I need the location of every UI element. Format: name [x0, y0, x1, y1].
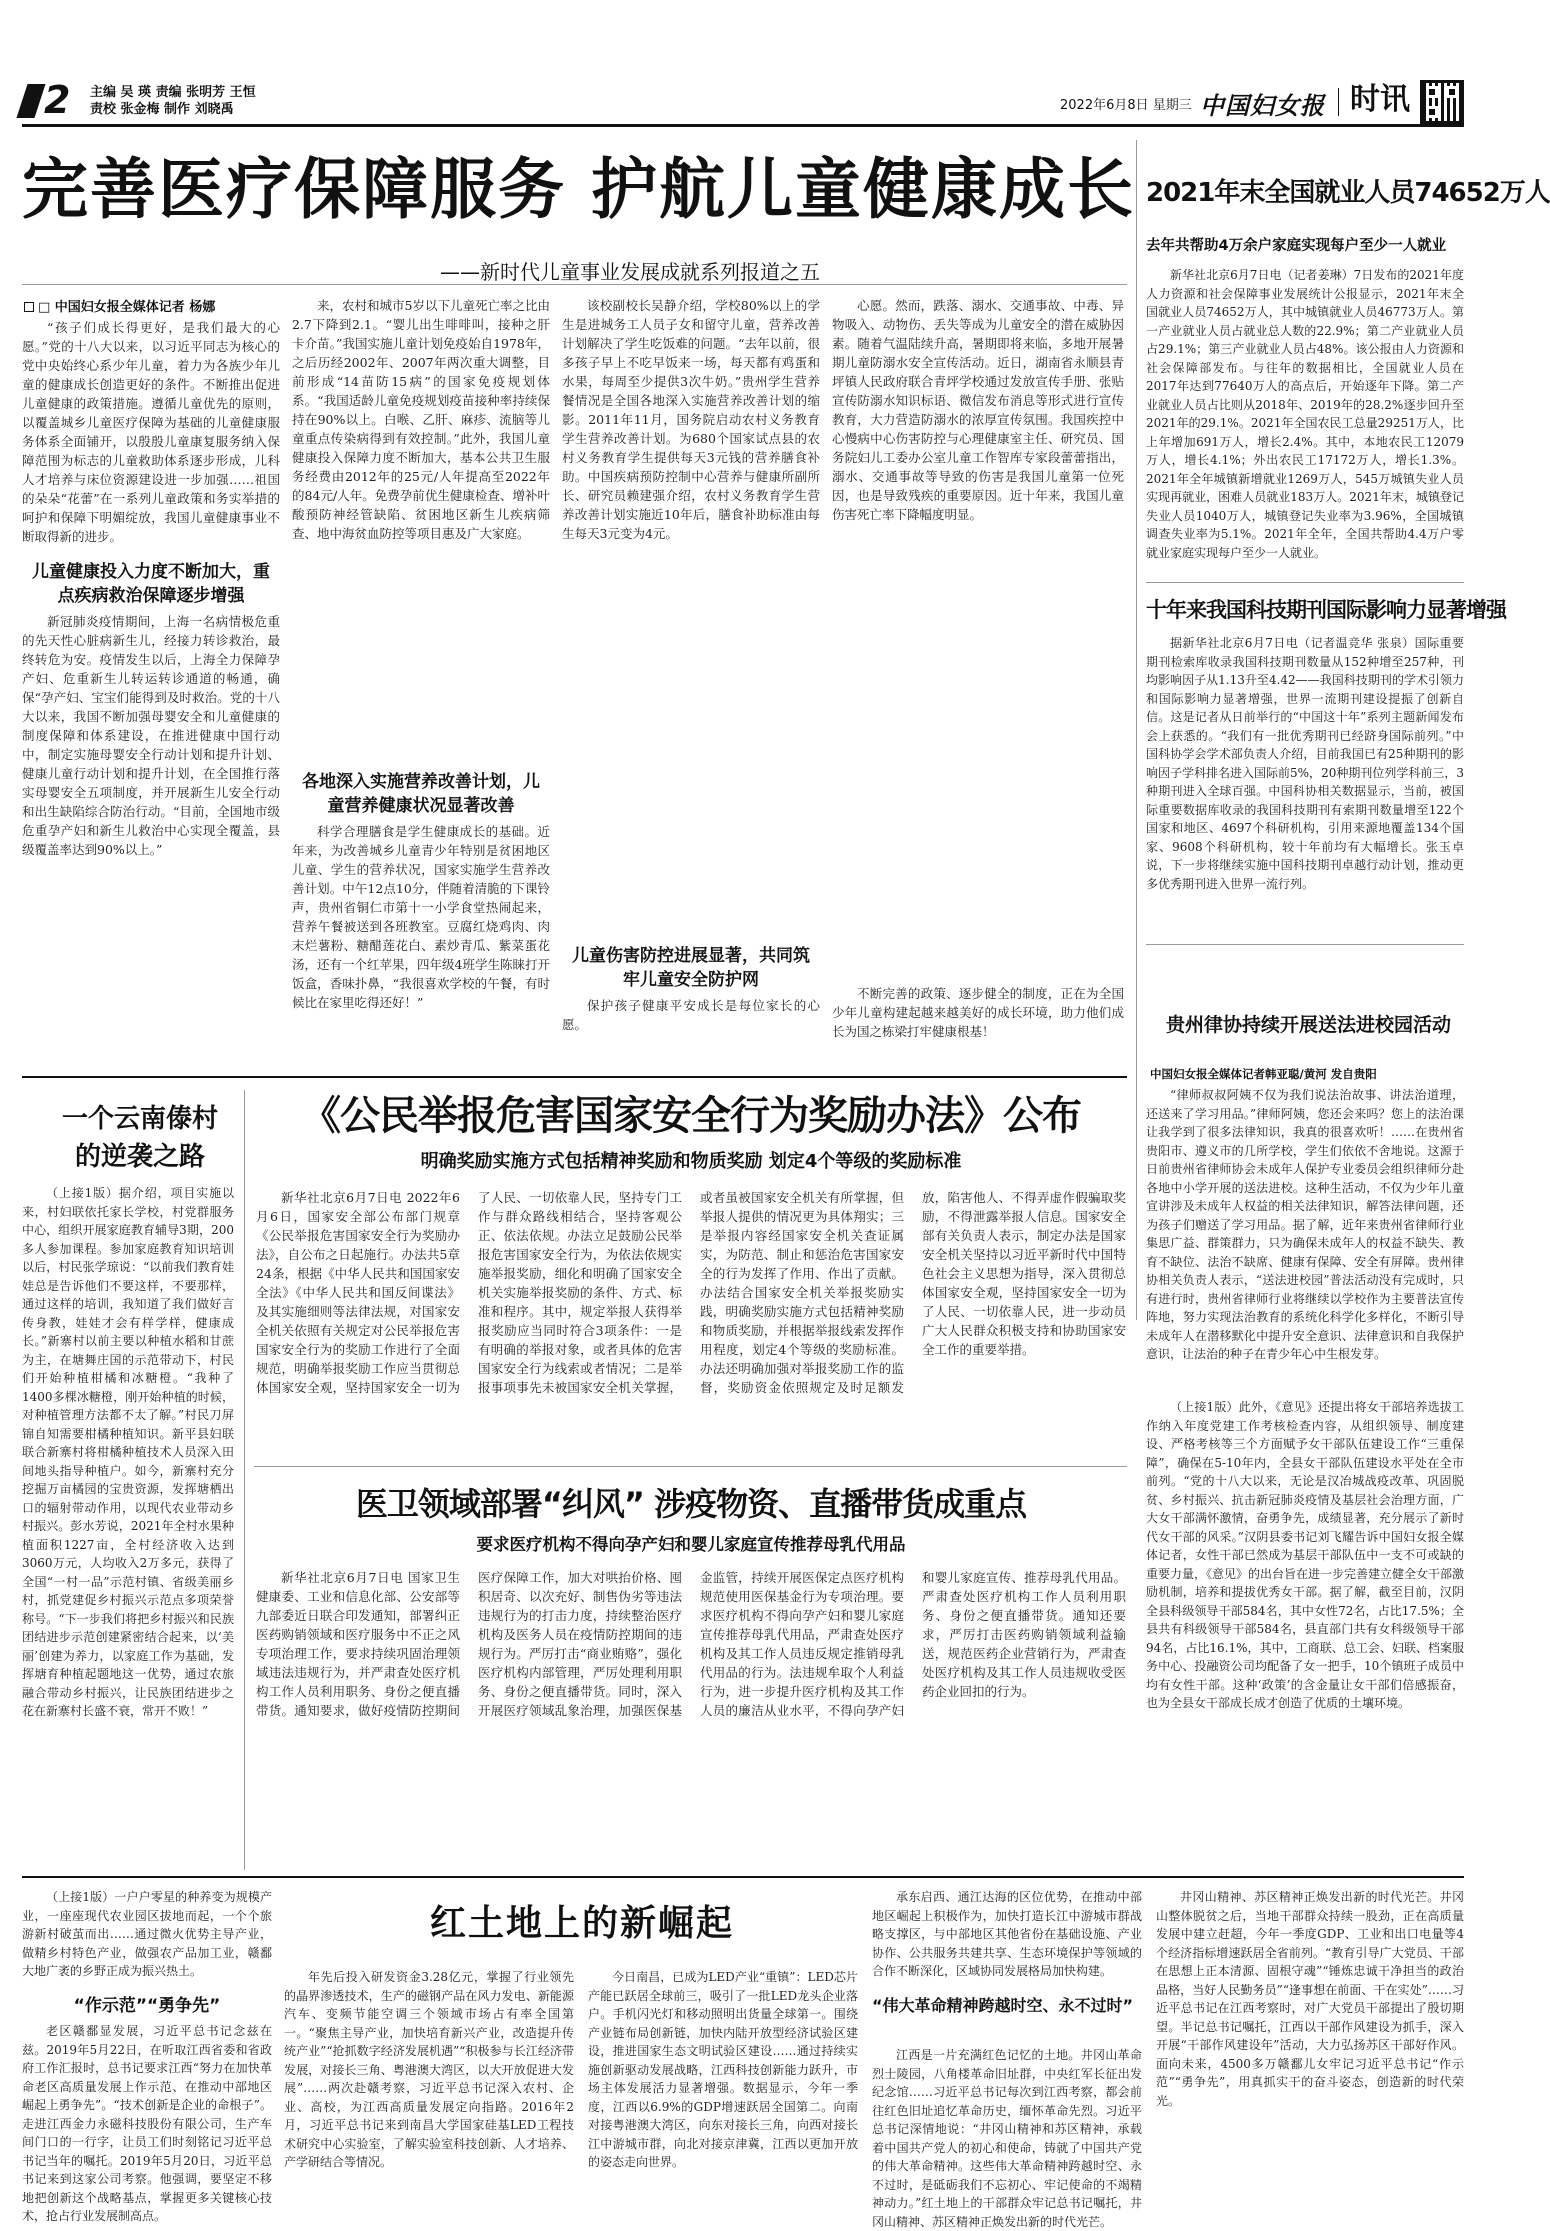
hongtu-col4-heading: “伟大革命精神跨越时空、永不过时” — [872, 1996, 1134, 2015]
yunnan-title-line-1: 一个云南傣村 — [61, 1104, 218, 1134]
guizhou-title: 贵州律协持续开展送法进校园活动 — [1166, 1014, 1452, 1036]
lead-col3b: 保护孩子健康平安成长是每位家长的心愿。 — [562, 998, 820, 1032]
byline-square-icon — [24, 302, 34, 312]
lead-col1: “孩子们成长得更好，是我们最大的心愿。”党的十八大以来，以习近平同志为核心的党中央始终心系少年儿童，着力为各族少年儿童的健康成长创造更好的条件。不断推出促进儿童健康的政策措施。遵循儿童优先的原则，以覆盖城乡儿童医疗保障为基础的儿童健康服务体系全面铺开，以殷殷儿童康复服务纳入保障范围为标志的儿童救助体系逐步形成，儿科人才培养与床位资源建设进一步加强……祖国的朵朵“花蕾”在一系列儿童政策和务实举措的呵护和保障下明媚绽放，我国儿童健康事业不断取得新的进步。 — [22, 320, 280, 544]
lead-byline — [24, 296, 215, 315]
hongtu-col4b: 江西是一片充满红色记忆的土地。井冈山革命烈士陵园，八角楼革命旧址群，中央红军长征出发纪念馆……习近平总书记每次到江西考察，都会前往红色旧址追忆革命历史，缅怀革命先烈。习近平总书记深情地说：“井冈山精神和苏区精神，承载着中国共产党人的初心和使命，铸就了中国共产党的伟大革命精神。这些伟大革命精神跨越时空、永不过时，是砥砺我们不忘初心、牢记使命的不竭精神动力。”红土地上的干部群众牢记总书记嘱托，井冈山精神、苏区精神正焕发出新的时代光芒。 — [872, 2048, 1142, 2229]
lead-col1b: 新冠肺炎疫情期间，上海一名病情极危重的先天性心脏病新生儿，经接力转诊救治，最终转危为安。疫情发生以后，上海全力保障孕产妇、危重新生儿转运转诊通道的畅通，确保“孕产妇、宝宝们能得到及时救治。党的十八大以来，我国不断加强母婴安全和儿童健康的制度保障和体系建设，在推进健康中国行动中，制定实施母婴安全行动计划和提升计划、健康儿童行动计划和提升计划，在全国推行落实母婴安全五项制度，并开展新生儿安全行动和出生缺陷综合防治行动。“目前，全国地市级危重孕产妇和新生儿救治中心实现全覆盖，县级覆盖率达到90%以上。” — [22, 614, 280, 857]
hongtu-title: 红土地上的新崛起 — [429, 1903, 734, 1944]
paper-name: 中国妇女报 — [1200, 91, 1325, 120]
lead-col3: 该校副校长吴静介绍，学校80%以上的学生是进城务工人员子女和留守儿童，营养改善计划解决了学生吃饭难的问题。“去年以前，很多孩子早上不吃早饭来一场，每天都有鸡蛋和水果，每周至少提供3次牛奶。”贵州学生营养餐情况是全国各地深入实施营养改善计划的缩影。2011年11月，国务院启动农村义务教育学生营养改善计划。为680个国家试点县的农村义务教育学生提供每天3元钱的营养膳食补助。中国疾病预防控制中心营养与健康所副所长、研究员赖建强介绍，农村义务教育学生营养改善计划实施近10年后，膳食补助标准由每生每天3元变为4元。 — [562, 298, 820, 541]
yunnan-body: （上接1版）据介绍，项目实施以来，村妇联依托家长学校，村党群服务中心，组织开展家庭教育辅导3期，200多人参加课程。参加家庭教育知识培训以后，村民张学琼说：“以前我们教育娃娃总是告诉他们不要这样，不要那样，通过这样的培训，我知道了我们做好言传身教，娃娃才会有样学样，健康成长。”新寨村以前主要以种植水稻和甘蔗为主，在塘舞庄国的示范带动下，村民们开始种植柑橘和冰糖橙。“我种了1400多棵冰糖橙，刚开始种植的时候，对种植管理方法都不太了解。”村民刀屏锦自知需要柑橘种植知识。新平县妇联联合新寨村将柑橘种植技术人员深入田间地头指导种植户。如今，新寨村充分挖掘万亩橘园的宝贵资源，发挥塘栖出口的辐射带动作用，以现代农业带动乡村振兴。彭水芳说，2021年全村水果种植面积1227亩，全村经济收入达到3060万元，人均收入2万多元，获得了全国“一村一品”示范村镇、省级美丽乡村，抓党建促乡村振兴示范点多项荣誉称号。“下一步我们将把乡村振兴和民族团结进步示范创建紧密结合起来，以‘美丽’创建为养力，以家庭工作为基础，发挥塘育种植起题地这一优势，通过农旅融合带动乡村振兴，让民族团结进步之花在新寨村长盛不衰，常开不败！” — [22, 1186, 234, 1718]
hongtu-col2: 年先后投入研发资金3.28亿元，掌握了行业领先的晶界渗透技术，生产的磁钢产品在风力发电、新能源汽车、变频节能空调三个领域市场占有率全国第一。“聚焦主导产业，加快培育新兴产业，改造提升传统产业”“抢抓数字经济发展机遇”“积极参与长江经济带发展，对接长三角、粤港澳大湾区，以大开放促进大发展”……两次赴赣考察，习近平总书记深入农村、企业、高校，为江西高质量发展定向指路。2016年2月，习近平总书记来到南昌大学国家硅基LED工程技术研究中心实验室，了解实验室科技创新、人才培养、产学研结合等情况。 — [284, 1970, 574, 2169]
lead-byline-text: □ 中国妇女报全媒体记者 杨娜 — [38, 300, 216, 315]
hongtu-col1b: 老区赣鄱显发展，习近平总书记念兹在兹。2019年5月22日，在听取江西省委和省政府工作汇报时，总书记要求江西“努力在加快革命老区高质量发展上作示范、在推动中部地区崛起上勇争先”。“技术创新是企业的命根子”。走进江西金力永磁科技股份有限公司，生产车间门口的一行字，让员工们时刻铭记习近平总书记当年的嘱托。2019年5月20日，习近平总书记来到这家公司考察。他强调，要坚定不移地把创新这个战略基点，掌握更多关键核心技术，抢占行业发展制高点。 — [22, 2024, 272, 2223]
issue-date: 2022年6月8日 星期三 — [1060, 98, 1192, 113]
medical-subtitle: 要求医疗机构不得向孕产妇和婴儿家庭宣传推荐母乳代用品 — [476, 1535, 906, 1554]
medical-title: 医卫领域部署“纠风” 涉疫物资、直播带货成重点 — [355, 1485, 1027, 1523]
guizhou-body-2: （上接1版）此外，《意见》还提出将女干部培养选拔工作纳入年度党建工作考核检查内容，从组织领导、制度建设、严格考核等三个方面赋予女干部队伍建设工作“三重保障”，确保在5-10年内，全县女干部队伍建设水平处在全市前列。“党的十八大以来，无论是汉冶城战疫改革、巩固脱贫、乡村振兴、抗击新冠肺炎疫情及基层社会治理方面，广大女干部满怀激情，奋勇争先，成绩显著，充分展示了新时代女干部的风采。”汉阴县委书记刘飞耀告诉中国妇女报全媒体记者，女性干部已然成为基层干部队伍中一支不可或缺的重要力量，《意见》的出台旨在进一步完善建立健全女干部激励机制，培养和提拔优秀女干部。据了解，截至目前，汉阴全县科级领导干部584名，其中女性72名，占比17.5%；全县共有科级领导干部584名，县直部门共有女科级领导干部94名，占比16.1%，其中，工商联、总工会、妇联、档案服务中心、投融资公司均配备了女一把手，10个镇班子成员中均有女性干部。这种‘政策’的含金量让女干部们倍感振奋，也为全县女干部成长成才创造了优质的土壤环境。 — [1146, 1400, 1465, 1710]
employment-title: 2021年末全国就业人员74652万人 — [1146, 178, 1550, 208]
page-number: 2 — [44, 78, 71, 122]
lead-col4: 心愿。然而，跌落、溺水、交通事故、中毒、异物吸入、动物伤、丢失等成为儿童安全的潜在威胁因素。随着气温陆续升高，暑期即将来临，多地开展暑期儿童防溺水安全宣传活动。近日，湖南省永顺县青坪镇人民政府联合青坪学校通过发放宣传手册、张贴宣传防溺水知识标语、微信发布消息等形式进行宣传教育，大力营造防溺水的浓厚宣传氛围。我国疾控中心慢病中心伤害防控与心理健康室主任、研究员、国务院妇儿工委办公室儿童工作智库专家段蕾蕾指出，溺水、交通事故等导致的伤害是我国儿童第一位死因，也是导致残疾的重要原因。近十年来，我国儿童伤害死亡率下降幅度明显。 — [832, 298, 1124, 522]
reward-title: 《公民举报危害国家安全行为奖励办法》公布 — [301, 1093, 1081, 1139]
editors-line-1: 主编 吴 瑛 责编 张明芳 王恒 — [90, 85, 256, 100]
reward-body: 新华社北京6月7日电 2022年6月6日，国家安全部公布部门规章《公民举报危害国家安全行为奖励办法》，自公布之日起施行。办法共5章24条，根据《中华人民共和国国家安全法》《中华人民共和国反间谍法》及其实施细则等法律法规，对国家安全机关依照有关规定对公民举报危害国家安全行为的奖励工作进行了全面规范，明确举报奖励工作应当贯彻总体国家安全观，坚持国家安全一切为了人民、一切依靠人民，坚持专门工作与群众路线相结合，坚持客观公正、依法依规。办法立足鼓励公民举报危害国家安全行为，为依法依规实施举报奖励，细化和明确了国家安全机关实施举报奖励的条件、方式、标准和程序。其中，规定举报人获得举报奖励应当同时符合3项条件：一是有明确的举报对象，或者具体的危害国家安全行为线索或者情况；二是举报事项事先未被国家安全机关掌握，或者虽被国家安全机关有所掌握，但举报人提供的情况更为具体翔实；三是举报内容经国家安全机关查证属实，为防范、制止和惩治危害国家安全的行为发挥了作用、作出了贡献。办法结合国家安全机关举报奖励实践，明确奖励实施方式包括精神奖励和物质奖励，并根据举报线索发挥作用程度，划定4个等级的奖励标准。办法还明确加强对举报奖励工作的监督，奖励资金依照规定及时足额发放，陷害他人、不得弄虚作假骗取奖励，不得泄露举报人信息。国家安全部有关负责人表示，制定办法是国家安全机关坚持以习近平新时代中国特色社会主义思想为指导，深入贯彻总体国家安全观，坚持国家安全一切为了人民、一切依靠人民，进一步动员广大人民群众积极支持和协助国家安全工作的重要举措。 — [256, 1190, 1126, 1395]
medical-body: 新华社北京6月7日电 国家卫生健康委、工业和信息化部、公安部等九部委近日联合印发通知，部署纠正医药购销领域和医疗服务中不正之风专项治理工作，要求持续巩固治理领域违法违规行为，并严肃查处医疗机构工作人员利用职务、身份之便直播带货。通知要求，做好疫情防控期间医疗保障工作，加大对哄抬价格、囤积居奇、以次充好、制售伪劣等违法违规行为的打击力度，持续整治医疗机构及医务人员在疫情防控期间的违规行为。严厉打击“商业贿赂”，强化医疗机构内部管理，严厉处理利用职务、身份之便直播带货。同时，深入开展医疗领域乱象治理，加强医保基金监管，持续开展医保定点医疗机构规范使用医保基金行为专项治理。要求医疗机构不得向孕产妇和婴儿家庭宣传推荐母乳代用品，严肃查处医疗机构及其工作人员违反规定推销母乳代用品的行为。法违规牟取个人利益行为，进一步提升医疗机构及其工作人员的廉洁从业水平，不得向孕产妇和婴儿家庭宣传、推荐母乳代用品。严肃查处医疗机构工作人员利用职务、身份之便直播带货。通知还要求，严厉打击医药购销领域利益输送，规范医药企业营销行为，严肃查处医疗机构及其工作人员违规收受医药企业回扣的行为。 — [256, 1570, 1126, 1718]
editors-line-2: 责校 张金梅 制作 刘晓禹 — [90, 102, 234, 117]
employment-body: 新华社北京6月7日电（记者姜琳）7日发布的2021年度人力资源和社会保障事业发展统计公报显示，2021年末全国就业人员74652万人，其中城镇就业人员46773万人。第一产业就业人员占就业总人数的22.9%；第二产业就业人员占29.1%；第三产业就业人员占48%。该公报由人力资源和社会保障部发布。与往年的数据相比，全国就业人员在2017年达到77640万人的高点后，开始逐年下降。第二产业就业人员占比则从2018年、2019年的28.2%逐步回升至2021年的29.1%。2021年全国农民工总量29251万人，比上年增加691万人，增长2.4%。其中，本地农民工12079万人，增长4.1%；外出农民工17172万人，增长1.3%。2021年全年城镇新增就业1269万人，545万城镇失业人员实现再就业，困难人员就业183万人。2021年末，城镇登记失业人员1040万人，城镇登记失业率为3.96%，全国城镇调查失业率为5.1%。2021年全年，全国共帮助4.4万户零就业家庭实现每户至少一人就业。 — [1146, 268, 1464, 560]
lead-col2-heading: 各地深入实施营养改善计划，儿童营养健康状况显著改善 — [302, 772, 540, 816]
guizhou-byline: 中国妇女报全媒体记者韩亚聪/黄河 发自贵阳 — [1150, 1067, 1377, 1081]
guizhou-body: “律师叔叔阿姨不仅为我们说法治故事、讲法治道理，还送来了学习用品。”律师阿姨，您还会来吗？您上的法治课让我学到了很多法律知识，我真的很喜欢听！……在贵州省贵阳市、遵义市的几所学校，学生们依依不舍地说。这源于日前贵州省律师协会未成年人保护专业委员会组织律师分赴各地中小学开展的送法进校。这种生活动，不仅为少年儿童宣讲涉及未成年人权益的相关法律知识，解答法律问题，还为孩子们赠送了学习用品。据了解，近年来贵州省律师行业集思广益、群策群力，只为确保未成年人的权益不缺失、教育不缺位、法治不缺席、健康有保障、安全有屏障。贵州律协相关负责人表示，“送法进校园”普法活动没有完成时，只有进行时，贵州省律师行业将继续以学校作为主要普法宣传阵地，努力实现法治教育的系统化科学化多样化，不断引导未成年人在潜移默化中提升安全意识、法律意识和自我保护意识，让法治的种子在青少年心中生根发芽。 — [1146, 1088, 1464, 1361]
journals-body: 据新华社北京6月7日电（记者温竞华 张泉）国际重要期刊检索库收录我国科技期刊数量从152种增至257种，刊均影响因子从1.13升至4.42——我国科技期刊的学术引领力和国际影响力显著增强，世界一流期刊建设提振了创新自信。这是记者从日前举行的“中国这十年”系列主题新闻发布会上获悉的。“我们有一批优秀期刊已经跻身国际前列。”中国科协学会学术部负责人介绍，目前我国已有25种期刊的影响因子学科排名进入国际前5%，20种期刊位列学科前三，3种期刊进入全球百强。中国科协相关数据显示，当前，被国际重要数据库收录的我国科技期刊有索期刊数量增至122个国家和地区、4697个科研机构，引用来源地覆盖134个国家、9608个科研机构，较十年前均有大幅增长。张玉卓说，下一步将继续实施中国科技期刊卓越行动计划，推动更多优秀期刊进入世界一流行列。 — [1146, 636, 1464, 891]
hongtu-col3: 今日南昌，已成为LED产业“重镇”：LED芯片产能已跃居全球前三，吸引了一批LED龙头企业落户。手机闪光灯和移动照明出货量全球第一。围绕产业链布局创新链，加快内陆开放型经济试验区建设，推进国家生态文明试验区建设……通过持续实施创新驱动发展战略，江西科技创新能力跃升，市场主体发展活力显著增强。数据显示，今年一季度，江西以6.9%的GDP增速跃居全国第二。向南对接粤港澳大湾区，向东对接长三角，向西对接长江中游城市群，向北对接京津冀，江西以更加开放的姿态走向世界。 — [588, 1970, 858, 2169]
lead-col4b: 不断完善的政策、逐步健全的制度，正在为全国少年儿童构建起越来越美好的成长环境，助力他们成长为国之栋梁打牢健康根基！ — [832, 986, 1124, 1039]
hongtu-col1: （上接1版）一户户零星的种养变为规模产业，一座座现代农业园区拔地而起，一个个旅游新村破茧而出……通过微火优势主导产业，做精乡村特色产业，做强农产品加工业，赣鄱大地广袤的乡野正成为振兴热土。 — [22, 1890, 272, 1978]
hongtu-col4: 承东启西、通江达海的区位优势，在推动中部地区崛起上积极作为，加快打造长江中游城市群战略支撑区，与中部地区其他省份在基础设施、产业协作、公共服务共建共享、生态环境保护等领域的合作不断深化，区域协同发展格局加快构建。 — [872, 1890, 1142, 1978]
page-number-badge — [22, 78, 82, 122]
lead-col3-heading: 儿童伤害防控进展显著，共同筑牢儿童安全防护网 — [572, 946, 810, 990]
lead-subtitle: ——新时代儿童事业发展成就系列报道之五 — [440, 260, 820, 284]
lead-col1-heading: 儿童健康投入力度不断加大，重点疾病救治保障逐步增强 — [32, 562, 270, 606]
section-name: 时讯 — [1350, 82, 1410, 117]
lead-col2: 来，农村和城市5岁以下儿童死亡率之比由2.7下降到2.1。“婴儿出生啡啡叫，接种之肝卡介苗。”我国实施儿童计划免疫始自1978年，之后历经2002年、2007年两次重大调整，目前形成“14苗防15病”的国家免疫规划体系。“我国适龄儿童免疫规划疫苗接种率持续保持在90%以上。白喉、乙肝、麻疹、流脑等儿童重点传染病得到有效控制。”此外，我国儿童健康投入保障力度不断加大，基本公共卫生服务经费由2012年的25元/人年提高至2022年的84元/人年。免费孕前优生健康检查、增补叶酸预防神经管缺陷、贫困地区新生儿疾病筛查、地中海贫血防控等项目惠及广大家庭。 — [292, 298, 550, 541]
lead-col2b: 科学合理膳食是学生健康成长的基础。近年来，为改善城乡儿童青少年特别是贫困地区儿童、学生的营养状况，国家实施学生营养改善计划。中午12点10分，伴随着清脆的下课铃声，贵州省铜仁市第十一小学食堂热闹起来，营养午餐被送到各班教室。豆腐红烧鸡肉、肉末烂薯粉、糖醋莲花白、素炒青瓜、紫菜蛋花汤，还有一个红苹果，四年级4班学生陈睐打开饭盒，香味扑鼻，“我很喜欢学校的午餐，有时候比在家里吃得还好！” — [292, 824, 550, 1010]
hongtu-col1-heading: “作示范”“勇争先” — [73, 1996, 221, 2016]
journals-title: 十年来我国科技期刊国际影响力显著增强 — [1146, 598, 1506, 622]
hongtu-col5: 井冈山精神、苏区精神正焕发出新的时代光芒。井冈山整体脱贫之后，当地干部群众持续一股劲，正在高质量发展中建立赶超，今年一季度GDP、工业和出口电量等4个经济指标增速跃居全省前列。“教育引导广大党员、干部在思想上正本清源、固根守魂”“锤炼忠诚干净担当的政治品格，当好人民勤务员”“逢事想在前面、干在实处”……习近平总书记在江西考察时，对广大党员干部提出了殷切期望。半记总书记嘱托，江西以干部作风建设为抓手，深入开展“干部作风建设年”活动，大力弘扬苏区干部好作风。面向未来，4500多万赣鄱儿女牢记习近平总书记“作示范”“勇争先”，用真抓实干的奋斗姿态，创造新的时代荣光。 — [1156, 1890, 1464, 2108]
reward-subtitle: 明确奖励实施方式包括精神奖励和物质奖励 划定4个等级的奖励标准 — [420, 1151, 962, 1172]
qr-code-icon — [1420, 80, 1464, 124]
lead-title: 完善医疗保障服务 护航儿童健康成长 — [22, 151, 1135, 228]
yunnan-title-line-2: 的逆袭之路 — [74, 1142, 205, 1172]
masthead — [0, 0, 1472, 120]
employment-subtitle: 去年共帮助4万余户家庭实现每户至少一人就业 — [1146, 238, 1447, 254]
